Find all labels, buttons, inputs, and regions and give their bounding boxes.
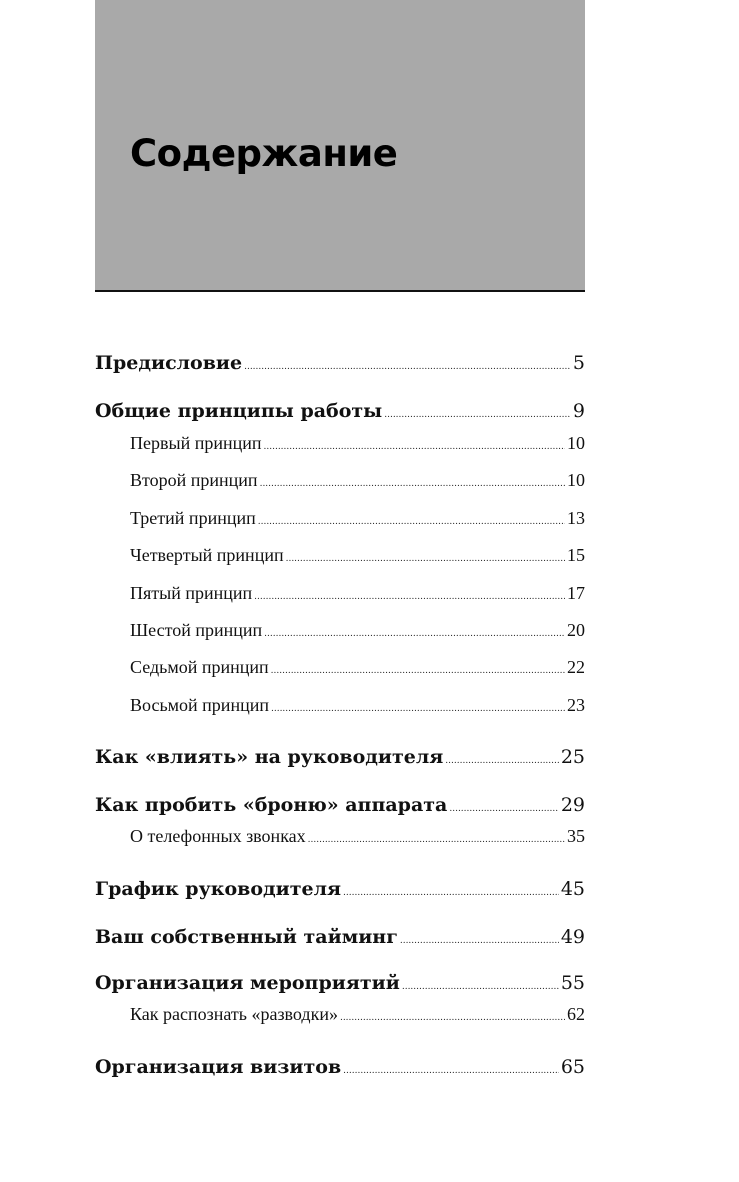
toc-entry-title: График руководителя [95, 878, 342, 900]
toc-entry-title: Третий принцип [130, 508, 256, 528]
toc-entry-title: Пятый принцип [130, 583, 253, 603]
toc-entry[interactable] [95, 352, 585, 374]
toc-entry[interactable] [95, 1056, 585, 1078]
toc-entry-title: Восьмой принцип [130, 695, 269, 715]
toc-leader-dots [271, 696, 565, 712]
toc-leader-dots [244, 354, 571, 370]
toc-entry-page: 55 [560, 972, 585, 994]
toc-entry-title: О телефонных звонках [130, 826, 306, 846]
toc-subentry[interactable] [130, 657, 585, 678]
contents-heading: Содержание [130, 132, 398, 175]
toc-leader-dots [449, 796, 558, 812]
toc-entry-title: Общие принципы работы [95, 400, 383, 422]
toc-subentry[interactable] [130, 583, 585, 604]
toc-entry-page: 15 [567, 545, 585, 565]
toc-entry-page: 13 [567, 508, 585, 528]
toc-entry-title: Первый принцип [130, 433, 262, 453]
toc-entry-title: Четвертый принцип [130, 545, 284, 565]
toc-entry-title: Как «влиять» на руководителя [95, 746, 444, 768]
toc-entry-page: 65 [560, 1056, 585, 1078]
toc-subentry[interactable] [130, 695, 585, 716]
toc-entry[interactable] [95, 878, 585, 900]
toc-leader-dots [254, 584, 565, 600]
toc-entry-title: Второй принцип [130, 470, 258, 490]
toc-entry[interactable] [95, 746, 585, 768]
toc-leader-dots [260, 471, 565, 487]
toc-entry-page: 10 [567, 433, 585, 453]
toc-entry-page: 25 [560, 746, 585, 768]
toc-subentry[interactable] [130, 620, 585, 641]
toc-leader-dots [445, 748, 559, 764]
toc-entry[interactable] [95, 972, 585, 994]
toc-entry-page: 17 [567, 583, 585, 603]
toc-entry-page: 45 [560, 878, 585, 900]
toc-entry[interactable] [95, 400, 585, 422]
toc-entry-title: Ваш собственный тайминг [95, 926, 398, 948]
toc-leader-dots [402, 974, 559, 990]
toc-leader-dots [258, 509, 565, 525]
toc-subentry[interactable] [130, 826, 585, 847]
toc-leader-dots [264, 621, 565, 637]
toc-entry-page: 49 [560, 926, 585, 948]
toc-entry-page: 20 [567, 620, 585, 640]
toc-entry-page: 10 [567, 470, 585, 490]
toc-entry-page: 29 [560, 794, 585, 816]
toc-entry-page: 35 [567, 826, 585, 846]
toc-entry[interactable] [95, 794, 585, 816]
toc-entry-title: Организация визитов [95, 1056, 342, 1078]
toc-subentry[interactable] [130, 508, 585, 529]
toc-entry-page: 5 [572, 352, 585, 374]
toc-entry-title: Предисловие [95, 352, 243, 374]
toc-subentry[interactable] [130, 1004, 585, 1025]
toc-leader-dots [343, 1058, 559, 1074]
toc-subentry[interactable] [130, 470, 585, 491]
toc-subentry[interactable] [130, 433, 585, 454]
toc-leader-dots [384, 402, 571, 418]
toc-subentry[interactable] [130, 545, 585, 566]
toc-entry-title: Шестой принцип [130, 620, 263, 640]
toc-leader-dots [343, 880, 559, 896]
toc-leader-dots [286, 546, 565, 562]
toc-leader-dots [308, 827, 565, 843]
contents-header-band [95, 0, 585, 292]
toc-entry-title: Организация мероприятий [95, 972, 400, 994]
toc-entry-page: 9 [572, 400, 585, 422]
toc-leader-dots [400, 928, 559, 944]
toc-entry-page: 22 [567, 657, 585, 677]
toc-leader-dots [271, 658, 565, 674]
toc-entry-page: 23 [567, 695, 585, 715]
toc-leader-dots [340, 1005, 565, 1021]
toc-entry-title: Седьмой принцип [130, 657, 269, 677]
toc-leader-dots [264, 434, 565, 450]
toc-entry-page: 62 [567, 1004, 585, 1024]
toc-entry-title: Как распознать «разводки» [130, 1004, 338, 1024]
toc-entry-title: Как пробить «броню» аппарата [95, 794, 448, 816]
toc-entry[interactable] [95, 926, 585, 948]
